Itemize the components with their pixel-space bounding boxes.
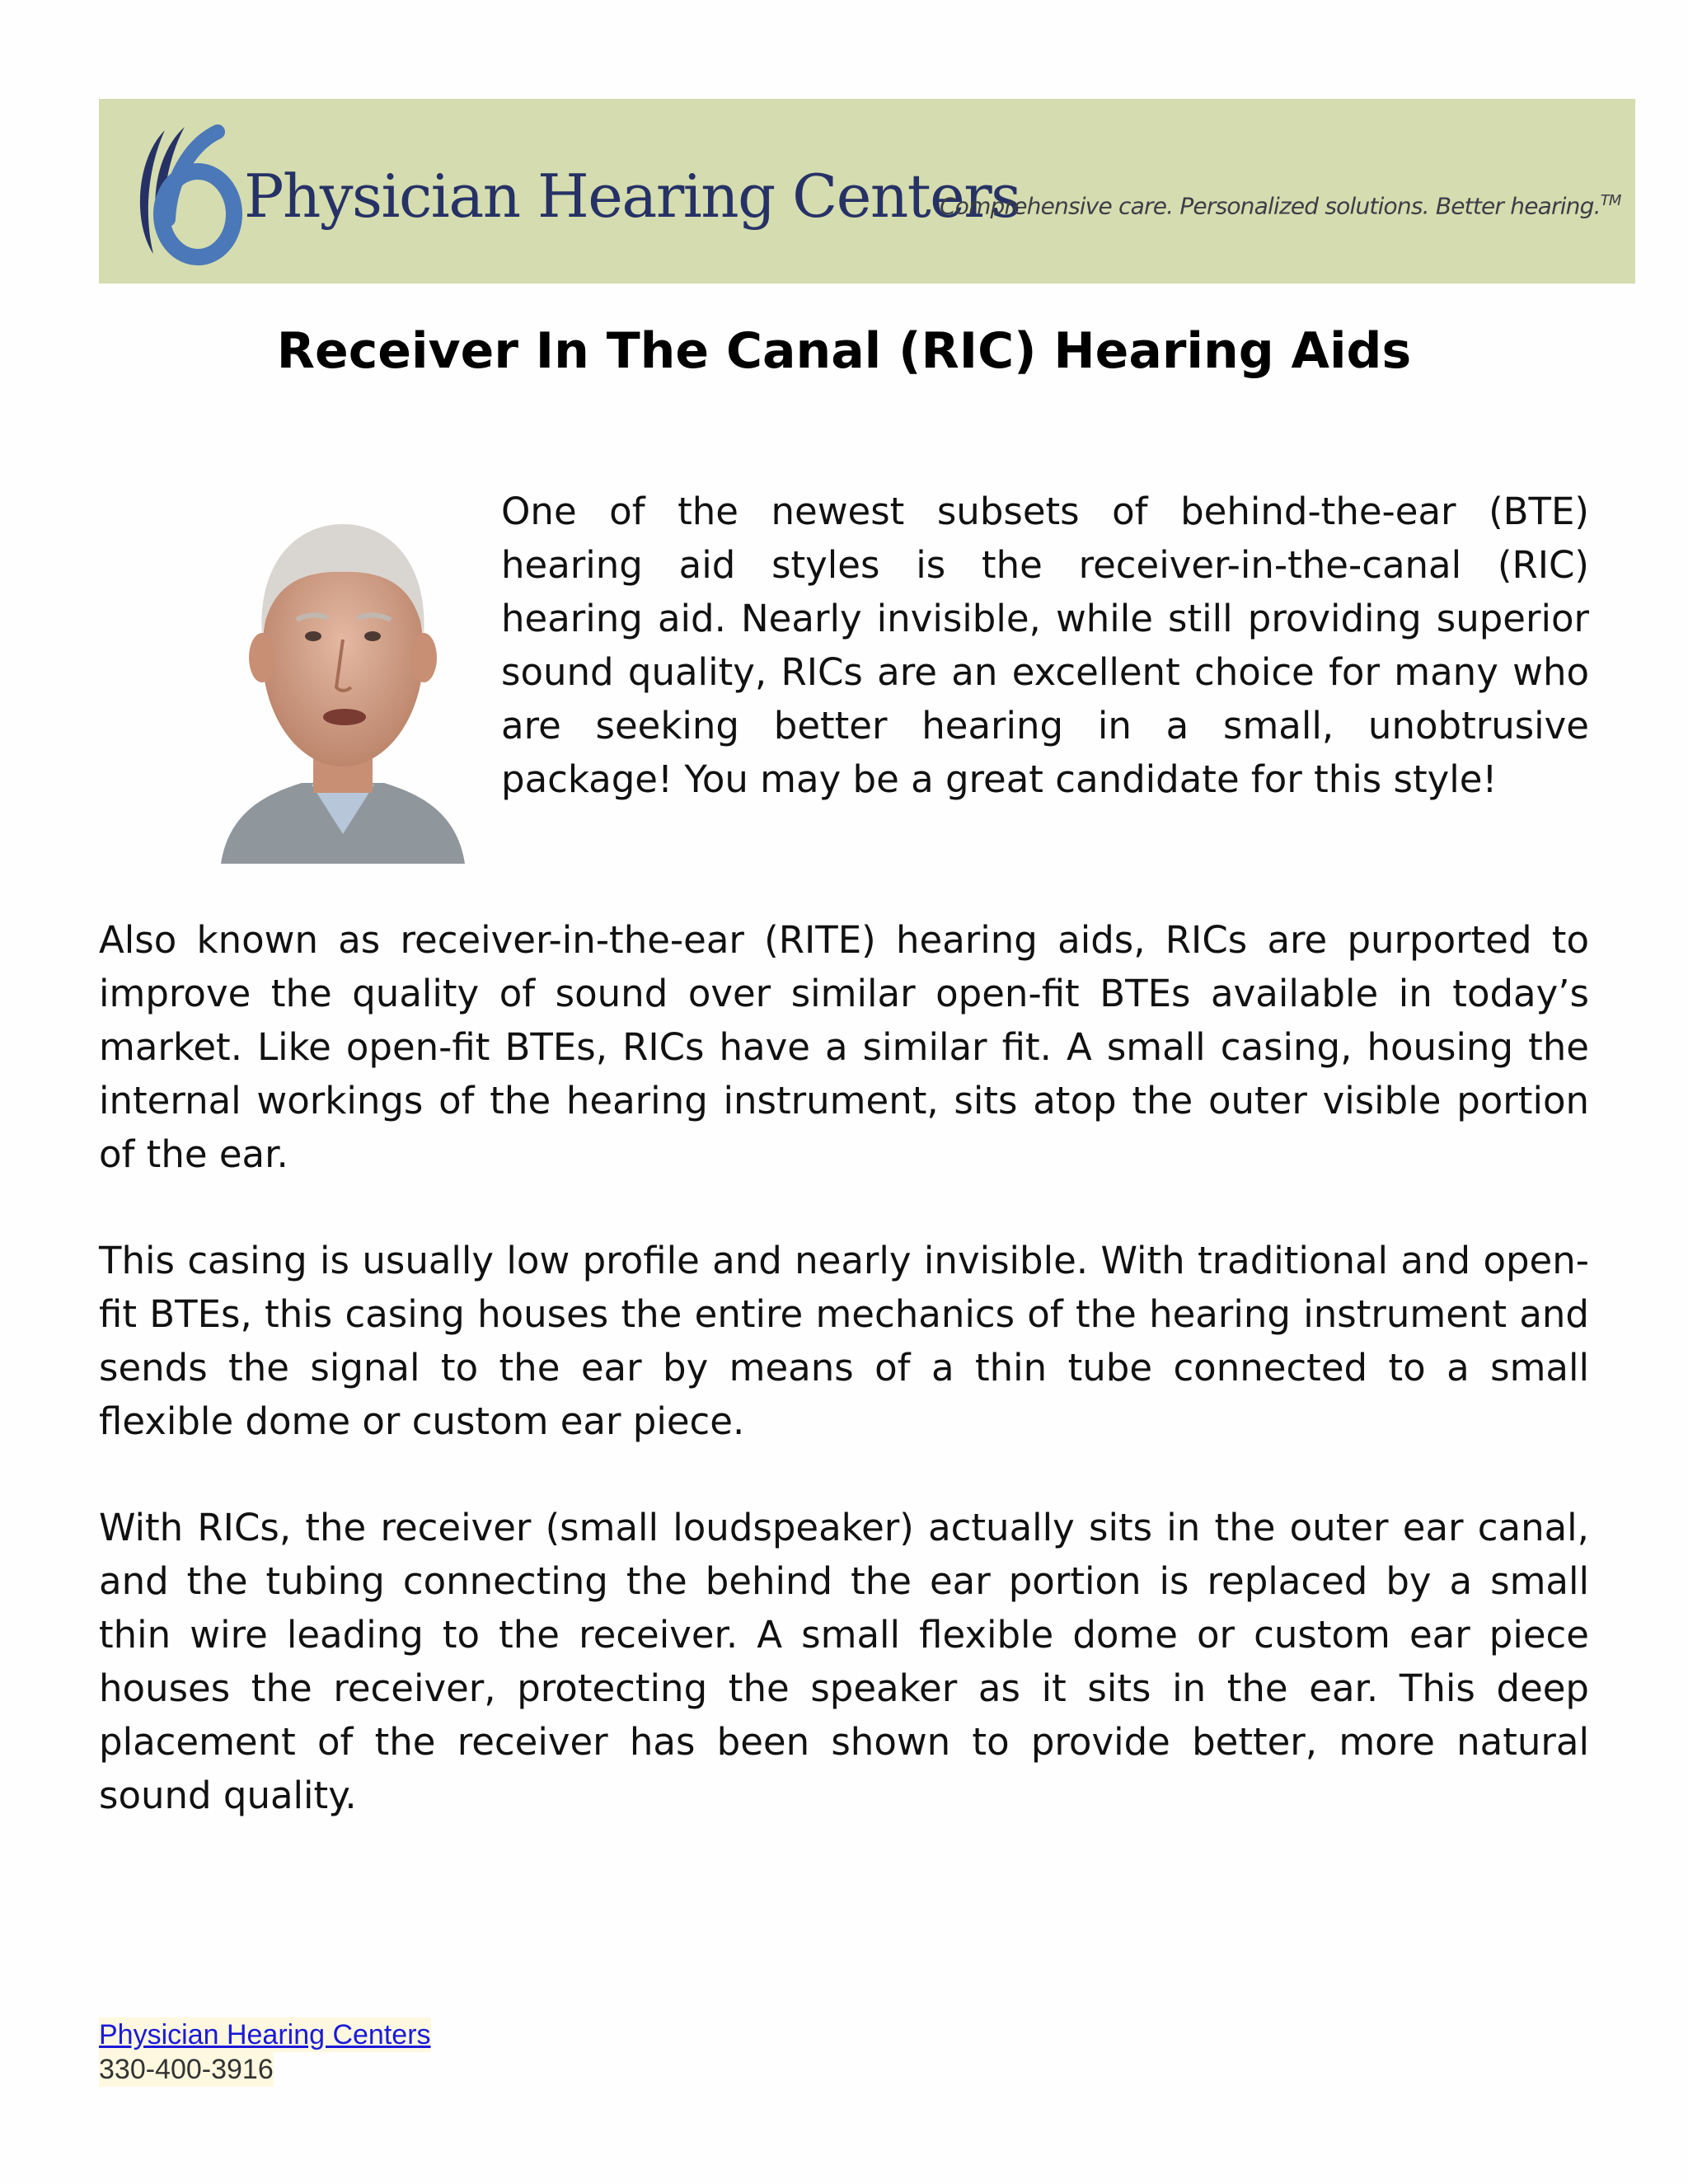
footer-contact [99,2018,431,2087]
paragraph-receiver: With RICs, the receiver (small loudspeaker) actually sits in the outer ear canal, and the tubing connecting the behind the ear portion is replaced by a small thin wire leading to the receiver. A small flexible dome or custom ear piece houses the receiver, protecting the speaker as it sits in the ear. This deep placement of the receiver has been shown to provide better, more natural sound quality. [99,1506,1589,1817]
paragraph-casing: This casing is usually low profile and nearly invisible. With traditional and open-fit BTEs, this casing houses the entire mechanics of the hearing instrument and sends the signal to the ear by means of a thin tube connected to a small flexible dome or custom ear piece. [99,1239,1589,1443]
brand-name: Physician Hearing Centers [244,162,1020,231]
tagline-text: Comprehensive care. Personalized solutions. Better hearing. [940,192,1601,220]
page-title: Receiver In The Canal (RIC) Hearing Aids [276,322,1412,380]
footer-phone: 330-400-3916 [99,2054,274,2085]
tagline [940,186,1621,221]
paragraph-intro: One of the newest subsets of behind-the-ear (BTE) hearing aid styles is the receiver-in-the-canal (RIC) hearing aid. Nearly invisible, while still providing superior sound quality, RICs are an excellent choice for many who are seeking better hearing in a small, unobtrusive package! You may be a great candidate for this style! [501,490,1589,801]
header-banner [99,99,1635,284]
logo-icon [117,115,249,269]
footer-link[interactable]: Physician Hearing Centers [99,2019,431,2050]
portrait-photo [221,496,465,864]
trademark-mark: TM [1600,192,1621,209]
paragraph-rite: Also known as receiver-in-the-ear (RITE) hearing aids, RICs are purported to improve the quality of sound over similar open-fit BTEs available in today’s market. Like open-fit BTEs, RICs have a similar fit. A small casing, housing the internal workings of the hearing instrument, sits atop the outer visible portion of the ear. [99,918,1589,1176]
